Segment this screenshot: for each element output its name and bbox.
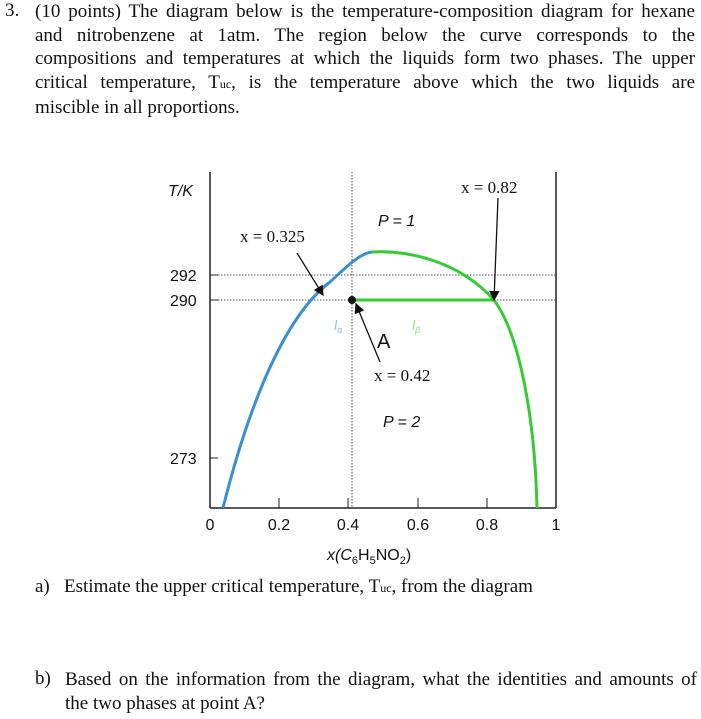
p1-label: P = 1 [378, 213, 416, 230]
xtick-label: 0.2 [267, 517, 291, 534]
subscript: uc [380, 581, 392, 595]
x082-label: x = 0.82 [461, 178, 518, 197]
point-a-label: A [377, 331, 391, 353]
xtick-label: 0.6 [406, 517, 430, 534]
part-b [65, 668, 697, 715]
y-label: T/K [168, 183, 193, 200]
xtick-label: 0.8 [475, 517, 499, 534]
part-b-line: Based on the information from the diagram, what the identities and amounts of [65, 669, 697, 690]
ytick-label: 292 [170, 268, 197, 285]
x0325-label: x = 0.325 [240, 227, 305, 246]
l-alpha-label: $l_\alpha$ [334, 317, 343, 335]
question-line: and nitrobenzene at 1atm. The region below the curve corresponds to the [35, 24, 695, 46]
question-line: compositions and temperatures at which the liquids form two phases. The upper [35, 48, 695, 70]
point-a [348, 296, 356, 304]
part-a-text: Estimate the upper critical temperature, T [64, 576, 381, 597]
l-beta-label: $l_\beta$ [412, 317, 421, 335]
ytick-label: 273 [170, 451, 197, 468]
question-line: miscible in all proportions. [35, 97, 240, 119]
x-label: $x(C_6H_5NO_2)$ [327, 547, 412, 567]
part-b-line: the two phases at point A? [65, 692, 265, 714]
text: critical temperature, T [35, 71, 220, 93]
part-a-text: , from the diagram [391, 576, 533, 597]
question-line: (10 points) The diagram below is the temperature-composition diagram for hexane [35, 1, 695, 22]
subscript: uc [219, 76, 232, 91]
xtick-label: 0 [205, 517, 215, 534]
xtick-label: 0.4 [336, 517, 360, 534]
p2-label: P = 2 [383, 414, 421, 431]
part-b-label: b) [35, 668, 51, 689]
arrow-x0325 [297, 253, 323, 295]
ytick-label: 290 [170, 293, 197, 310]
x042-label: x = 0.42 [374, 366, 431, 385]
part-a [35, 576, 533, 598]
arrow-x082 [494, 198, 498, 300]
xtick-label: 1 [551, 517, 561, 534]
alpha-branch [223, 252, 372, 508]
part-a-label: a) [35, 576, 50, 597]
question-number: 3. [5, 0, 20, 21]
text: , is the temperature above which the two liquids are [231, 71, 695, 93]
